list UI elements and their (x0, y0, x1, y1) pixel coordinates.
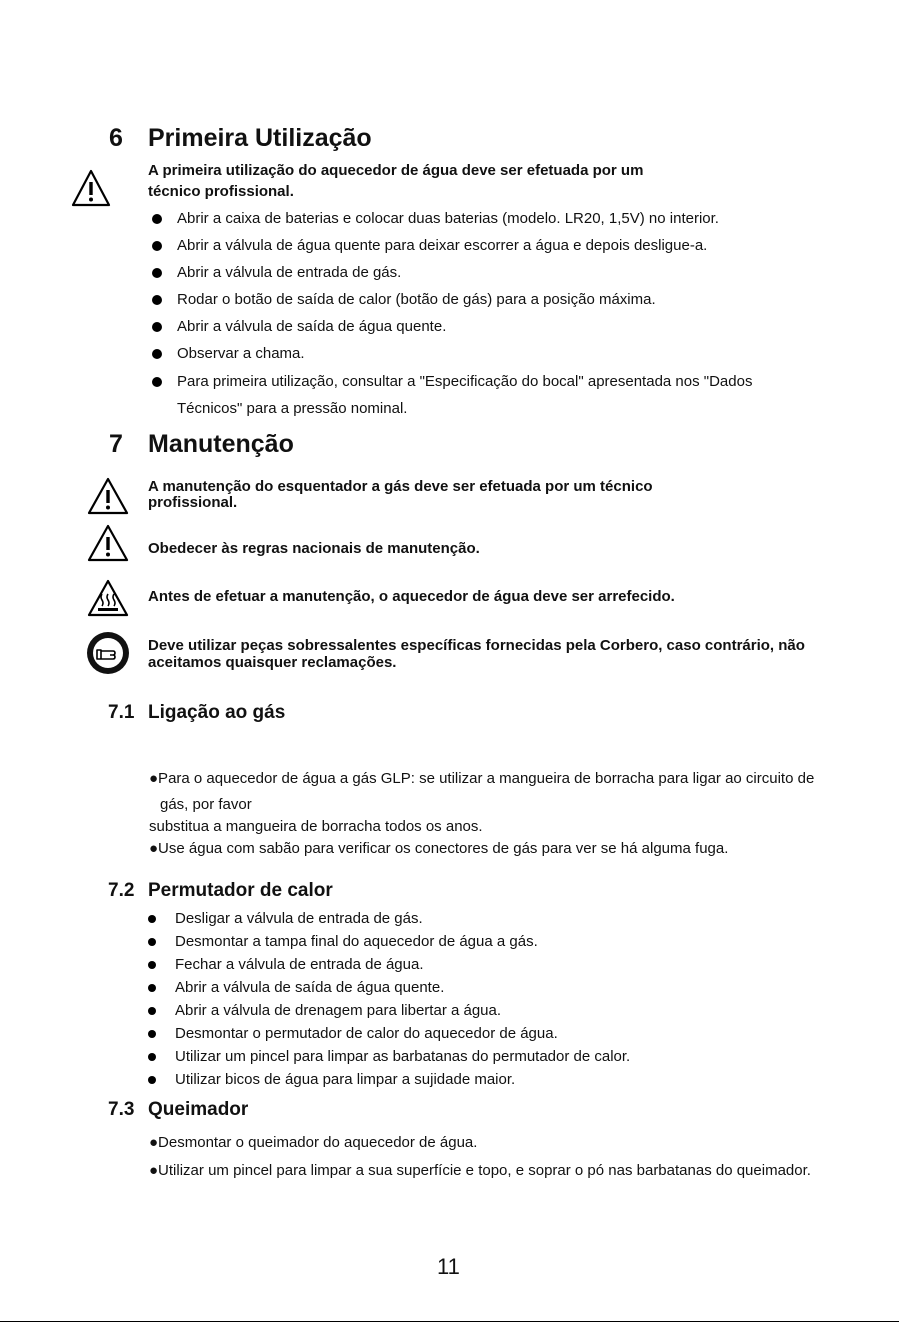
maintenance-note-spare-parts-1: Deve utilizar peças sobressalentes específicas fornecidas pela Corbero, caso contrário, não (148, 637, 805, 654)
section-7-2-number: 7.2 (108, 880, 135, 901)
heat-exchanger-item: Desmontar o permutador de calor do aquecedor de água. (175, 1025, 558, 1042)
section-6-title: Primeira Utilização (148, 124, 372, 152)
hot-surface-warning-icon (86, 578, 130, 618)
gas-connection-line-2: gás, por favor (160, 796, 252, 813)
section-7-3-title: Queimador (148, 1099, 249, 1120)
section-7-number: 7 (109, 430, 123, 458)
heat-exchanger-item: Desmontar a tampa final do aquecedor de água a gás. (175, 933, 538, 950)
bullet-icon (148, 1053, 156, 1061)
bullet-icon (152, 295, 162, 305)
read-manual-icon (86, 631, 130, 675)
maintenance-note-cool-down: Antes de efetuar a manutenção, o aquecedor de água deve ser arrefecido. (148, 588, 675, 605)
gas-connection-line-3: substitua a mangueira de borracha todos os anos. (149, 818, 483, 835)
burner-line-2: ●Utilizar um pincel para limpar a sua superfície e topo, e soprar o pó nas barbatanas do queimador. (149, 1162, 811, 1179)
warning-icon (71, 168, 111, 208)
bullet-icon (152, 268, 162, 278)
section-6-item: Abrir a válvula de água quente para deixar escorrer a água e depois desligue-a. (177, 237, 708, 254)
gas-connection-line-1: ●Para o aquecedor de água a gás GLP: se utilizar a mangueira de borracha para ligar ao circuito de (149, 770, 815, 787)
section-6-warning-line-1: A primeira utilização do aquecedor de água deve ser efetuada por um (148, 162, 644, 179)
section-6-item: Abrir a válvula de saída de água quente. (177, 318, 447, 335)
heat-exchanger-item: Utilizar um pincel para limpar as barbatanas do permutador de calor. (175, 1048, 631, 1065)
bullet-icon (152, 214, 162, 224)
bottom-rule (0, 1321, 899, 1322)
section-6-warning-line-2: técnico profissional. (148, 183, 294, 200)
heat-exchanger-item: Abrir a válvula de drenagem para libertar a água. (175, 1002, 502, 1019)
section-7-3-number: 7.3 (108, 1099, 135, 1120)
bullet-icon (148, 938, 156, 946)
bullet-icon (152, 241, 162, 251)
bullet-icon (148, 961, 156, 969)
heat-exchanger-item: Utilizar bicos de água para limpar a sujidade maior. (175, 1071, 516, 1088)
maintenance-note-line-1: A manutenção do esquentador a gás deve ser efetuada por um técnico (148, 478, 653, 495)
heat-exchanger-item: Abrir a válvula de saída de água quente. (175, 979, 445, 996)
maintenance-note-line-2: profissional. (148, 494, 238, 511)
heat-exchanger-item: Desligar a válvula de entrada de gás. (175, 910, 423, 927)
section-6-item: Para primeira utilização, consultar a "Especificação do bocal" apresentada nos "Dados (177, 373, 753, 390)
warning-icon (86, 523, 130, 563)
section-7-1-title: Ligação ao gás (148, 702, 286, 723)
page-number: 11 (437, 1254, 460, 1279)
gas-connection-line-4: ●Use água com sabão para verificar os conectores de gás para ver se há alguma fuga. (149, 840, 729, 857)
burner-line-1: ●Desmontar o queimador do aquecedor de água. (149, 1134, 478, 1151)
bullet-icon (152, 377, 162, 387)
bullet-icon (148, 984, 156, 992)
heat-exchanger-item: Fechar a válvula de entrada de água. (175, 956, 424, 973)
section-7-1-number: 7.1 (108, 702, 135, 723)
section-7-2-title: Permutador de calor (148, 880, 333, 901)
section-7-title: Manutenção (148, 430, 294, 458)
bullet-icon (152, 349, 162, 359)
section-6-item-continuation: Técnicos" para a pressão nominal. (177, 400, 408, 417)
section-6-item: Abrir a caixa de baterias e colocar duas baterias (modelo. LR20, 1,5V) no interior. (177, 210, 719, 227)
section-6-number: 6 (109, 124, 123, 152)
bullet-icon (148, 1030, 156, 1038)
maintenance-note-national-rules: Obedecer às regras nacionais de manutenção. (148, 540, 480, 557)
bullet-icon (152, 322, 162, 332)
maintenance-note-spare-parts-2: aceitamos quaisquer reclamações. (148, 654, 397, 671)
section-6-item: Observar a chama. (177, 345, 305, 362)
warning-icon (86, 476, 130, 516)
bullet-icon (148, 1076, 156, 1084)
bullet-icon (148, 915, 156, 923)
section-6-item: Abrir a válvula de entrada de gás. (177, 264, 402, 281)
section-6-item: Rodar o botão de saída de calor (botão de gás) para a posição máxima. (177, 291, 656, 308)
bullet-icon (148, 1007, 156, 1015)
